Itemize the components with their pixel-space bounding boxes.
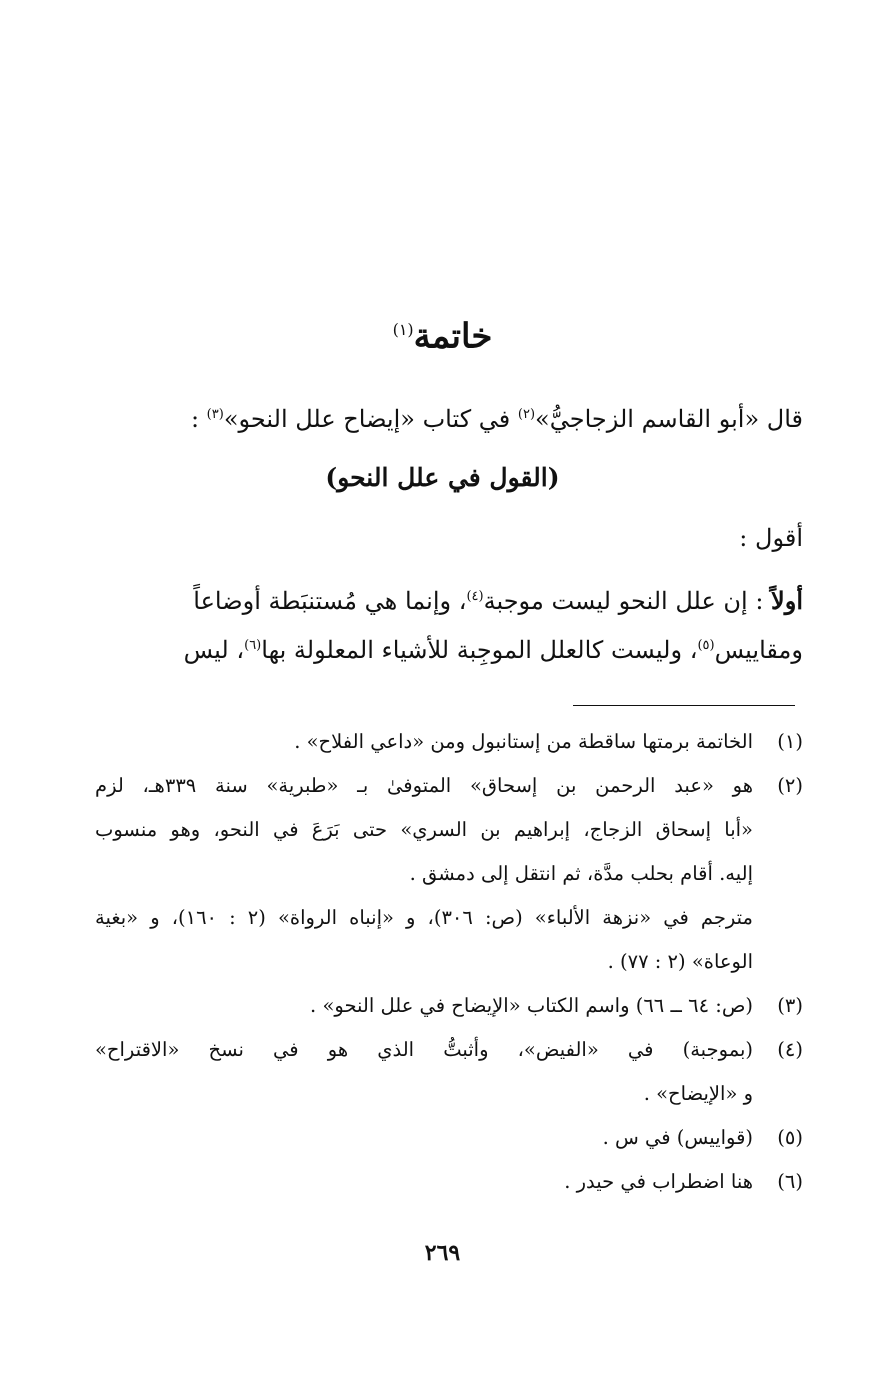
- footnote-line: «أبا إسحاق الزجاج، إبراهيم بن السري» حتى بَرَعَ في النحو، وهو منسوب: [95, 818, 753, 841]
- body-line-5-text3: ، ليس: [183, 636, 245, 664]
- footnote-line: الوعاة» (٢ : ٧٧) .: [607, 950, 753, 973]
- body-line-5-text2: ، وليست كالعلل الموجِبة للأشياء المعلولة بها: [261, 636, 698, 664]
- footnote-number: (٣): [777, 994, 803, 1017]
- body-line-1: [90, 395, 803, 439]
- title-footnote-ref: (١): [392, 320, 414, 339]
- footnote-1: [95, 720, 803, 764]
- body-line-1-text2: في كتاب «إيضاح علل النحو»: [223, 405, 518, 433]
- footnote-2: [95, 764, 803, 984]
- body-line-1-text: قال «أبو القاسم الزجاجيُّ»: [535, 405, 803, 433]
- page-number: ٢٦٩: [424, 1240, 461, 1266]
- footnote-number: (٥): [777, 1126, 803, 1149]
- footnote-ref-2: (٢): [517, 407, 536, 422]
- body-line-say: أقول :: [739, 524, 803, 552]
- footnote-4: [95, 1028, 803, 1116]
- footnote-ref-3: (٣): [206, 407, 224, 422]
- footnote-number: (٤): [777, 1038, 803, 1061]
- footnote-line: الخاتمة برمتها ساقطة من إستانبول ومن «داعي الفلاح» .: [294, 730, 753, 753]
- footnote-line: هنا اضطراب في حيدر .: [564, 1170, 753, 1193]
- footnote-separator: [573, 705, 795, 706]
- body-line-1-text3: :: [190, 405, 207, 433]
- footnote-number: (١): [777, 730, 803, 753]
- footnote-6: [95, 1160, 803, 1204]
- footnote-line: و «الإيضاح» .: [643, 1082, 753, 1105]
- body-line-5: [90, 626, 803, 670]
- footnote-ref-4: (٤): [466, 589, 484, 604]
- body-line-5-text: ومقاييس: [714, 636, 803, 664]
- footnote-3: [95, 984, 803, 1028]
- page-title: [0, 305, 885, 361]
- body-line-4-text2: ، وإنما هي مُستنبَطة أوضاعاً: [193, 587, 467, 615]
- footnote-line: (ص: ٦٤ ــ ٦٦) واسم الكتاب «الإيضاح في علل النحو» .: [310, 994, 753, 1017]
- footnotes: [95, 720, 803, 1204]
- footnote-line: (قواييس) في س .: [602, 1126, 753, 1149]
- footnote-line: هو «عبد الرحمن بن إسحاق» المتوفىٰ بـ «طبرية» سنة ٣٣٩هـ، لزم: [95, 774, 754, 797]
- footnote-number: (٢): [777, 774, 803, 797]
- section-heading: (القول في علل النحو): [325, 463, 560, 492]
- footnote-5: [95, 1116, 803, 1160]
- footnote-line: (بموجبة) في «الفيض»، وأثبتُّ الذي هو في نسخ «الاقتراح»: [95, 1038, 753, 1061]
- title-text: خاتمة: [413, 316, 493, 357]
- footnote-ref-6: (٦): [244, 638, 262, 653]
- footnote-ref-5: (٥): [697, 638, 715, 653]
- body-line-4-text: : إن علل النحو ليست موجبة: [483, 587, 772, 615]
- footnote-line: مترجم في «نزهة الألباء» (ص: ٣٠٦)، و «إنباه الرواة» (٢ : ١٦٠)، و «بغية: [95, 906, 753, 929]
- footnote-line: إليه. أقام بحلب مدَّة، ثم انتقل إلى دمشق .: [409, 862, 753, 885]
- body-line-4: [90, 577, 803, 621]
- footnote-number: (٦): [777, 1170, 803, 1193]
- body-line-4-lead: أولاً: [771, 586, 803, 615]
